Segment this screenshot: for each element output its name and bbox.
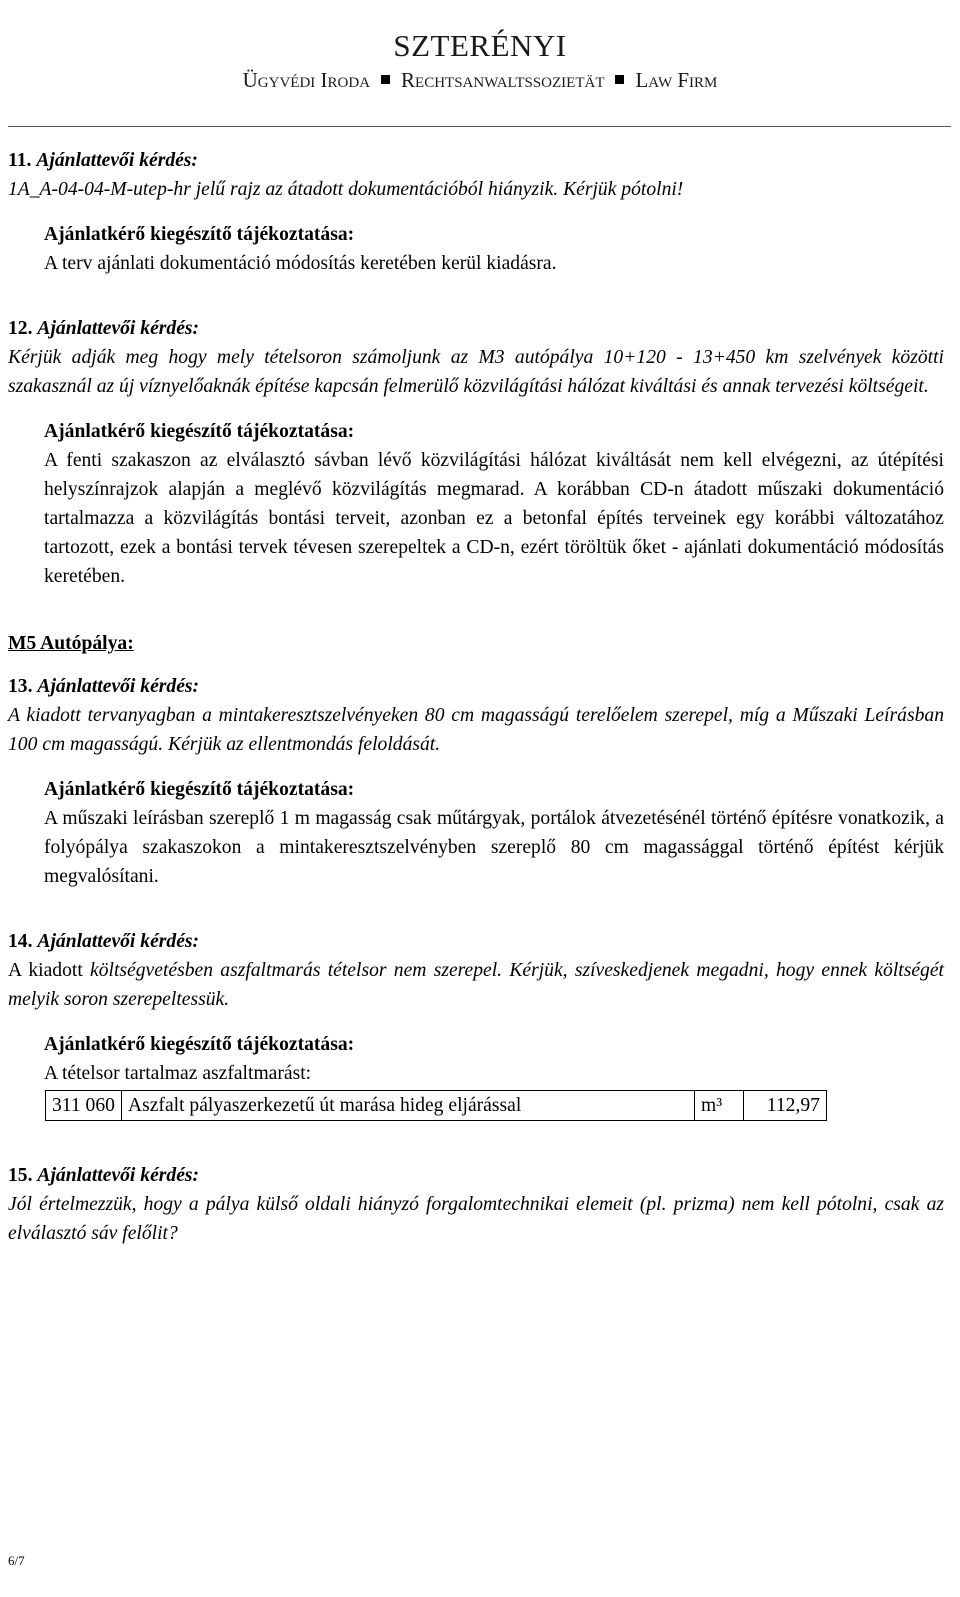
q11-answer-label: Ajánlatkérő kiegészítő tájékoztatása: (44, 224, 355, 245)
q12-number: 12. (8, 318, 33, 339)
q11-label: Ajánlattevői kérdés: (36, 150, 198, 171)
item-quantity: 112,97 (743, 1091, 826, 1121)
q12-question: Kérjük adják meg hogy mely tételsoron számoljunk az M3 autópálya 10+120 - 13+450 km szelvények közötti szakasznál az új víznyelőaknák építése kapcsán felmerülő közvilágítási hálózat kiváltási és annak tervezési költségeit. (8, 347, 944, 397)
q12-heading (8, 314, 944, 343)
q11-answer: A terv ajánlati dokumentáció módosítás keretében kerül kiadásra. (44, 253, 557, 274)
firm-subtitle-de: Rechtsanwaltssozietät (401, 68, 605, 92)
square-bullet-icon (381, 75, 390, 84)
table-row (46, 1091, 827, 1121)
page-number: 6/7 (8, 1553, 25, 1568)
q14-answer-label: Ajánlatkérő kiegészítő tájékoztatása: (44, 1034, 355, 1055)
q15-number: 15. (8, 1165, 33, 1186)
item-unit: m³ (694, 1091, 743, 1121)
item-table (45, 1090, 827, 1121)
header-divider (8, 126, 951, 127)
item-description: Aszfalt pályaszerkezetű út marása hideg eljárással (121, 1091, 694, 1121)
q12-label: Ajánlattevői kérdés: (37, 318, 200, 339)
q13-number: 13. (8, 676, 33, 697)
q15-heading (8, 1161, 944, 1190)
q11-question: 1A_A-04-04-M-utep-hr jelű rajz az átadott dokumentációból hiányzik. Kérjük pótolni! (8, 179, 684, 200)
q12-answer: A fenti szakaszon az elválasztó sávban lévő közvilágítási hálózat kiváltását nem kell elvégezni, az útépítési helyszínrajzok alapján a meglévő közvilágítás megmarad. A korábban CD-n átadott műszaki dokumentáció tartalmazza a közvilágítás bontási terveit, azonban ez a betonfal építés terveinek egy korábbi változatához tartozott, ezek a bontási tervek tévesen szerepeltek a CD-n, ezért töröltük őket - ajánlati dokumentáció módosítás keretében. (44, 450, 944, 587)
firm-subtitle-en: Law Firm (635, 68, 718, 92)
document-body (8, 146, 944, 1248)
q12-answer-label: Ajánlatkérő kiegészítő tájékoztatása: (44, 421, 355, 442)
q14-number: 14. (8, 931, 33, 952)
q14-answer: A tételsor tartalmaz aszfaltmarást: (44, 1063, 312, 1084)
q11-number: 11. (8, 150, 32, 171)
q14-question-text: költségvetésben aszfaltmarás tételsor nem szerepel. Kérjük, szíveskedjenek megadni, hogy ennek költségét melyik soron szerepeltessük. (8, 960, 944, 1010)
section-title: M5 Autópálya: (8, 633, 134, 654)
q13-label: Ajánlattevői kérdés: (37, 676, 200, 697)
item-code: 311 060 (46, 1091, 122, 1121)
q13-heading (8, 672, 944, 701)
q14-label: Ajánlattevői kérdés: (37, 931, 200, 952)
firm-subtitle-hu: Ügyvédi Iroda (242, 68, 371, 92)
q13-answer-label: Ajánlatkérő kiegészítő tájékoztatása: (44, 779, 355, 800)
q14-question-lead: A kiadott (8, 960, 91, 981)
q15-label: Ajánlattevői kérdés: (37, 1165, 200, 1186)
firm-name: SZTERÉNYI (393, 28, 567, 63)
q15-question: Jól értelmezzük, hogy a pálya külső oldali hiányzó forgalomtechnikai elemeit (pl. prizma) nem kell pótolni, csak az elválasztó sáv felőlit? (8, 1194, 944, 1244)
q14-question (8, 956, 944, 1014)
firm-subtitle (0, 68, 960, 93)
q14-heading (8, 927, 944, 956)
square-bullet-icon (615, 75, 624, 84)
q13-answer: A műszaki leírásban szereplő 1 m magasság csak műtárgyak, portálok átvezetésénél történő építésre vonatkozik, a folyópálya szakaszokon a mintakeresztszelvényben szereplő 80 cm magassággal történő építést kérjük megvalósítani. (44, 808, 944, 887)
q13-question: A kiadott tervanyagban a mintakeresztszelvényeken 80 cm magasságú terelőelem szerepel, míg a Műszaki Leírásban 100 cm magasságú. Kérjük az ellentmondás feloldását. (8, 705, 944, 755)
q11-heading (8, 146, 944, 175)
